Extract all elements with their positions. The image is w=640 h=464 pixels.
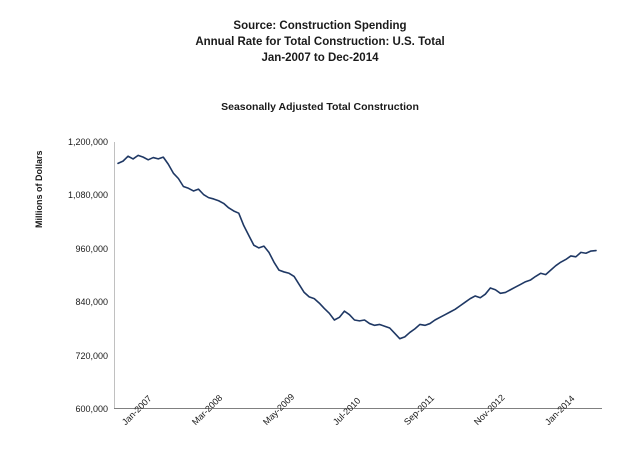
chart-title-line-3: Jan-2007 to Dec-2014 (261, 52, 379, 64)
chart-title (0, 18, 640, 66)
y-tick-label: 720,000 (75, 350, 108, 361)
x-axis-tick-labels (114, 391, 634, 464)
y-tick-label: 840,000 (75, 297, 108, 308)
x-tick-label: Sep-2011 (401, 392, 436, 428)
y-axis-title: Millions of Dollars (34, 150, 44, 228)
x-tick-label: May-2009 (260, 391, 297, 428)
series-line (118, 155, 596, 338)
line-chart-svg (114, 142, 602, 409)
x-tick-label: Mar-2008 (190, 392, 225, 428)
y-tick-label: 600,000 (75, 404, 108, 414)
x-tick-label: Nov-2012 (472, 392, 507, 428)
y-tick-label: 960,000 (75, 243, 108, 254)
chart-subtitle: Seasonally Adjusted Total Construction (221, 101, 419, 113)
plot-area (114, 142, 602, 409)
chart-title-line-1: Source: Construction Spending (233, 20, 407, 32)
x-tick-label: Jan-2014 (542, 393, 577, 428)
y-tick-label: 1,200,000 (67, 137, 108, 147)
x-tick-label: Jan-2007 (120, 393, 154, 428)
x-tick-label: Jul-2010 (331, 395, 363, 428)
y-axis-tick-labels (60, 137, 108, 414)
y-tick-label: 1,080,000 (67, 190, 108, 201)
chart-title-line-2: Annual Rate for Total Construction: U.S. Total (195, 36, 445, 48)
